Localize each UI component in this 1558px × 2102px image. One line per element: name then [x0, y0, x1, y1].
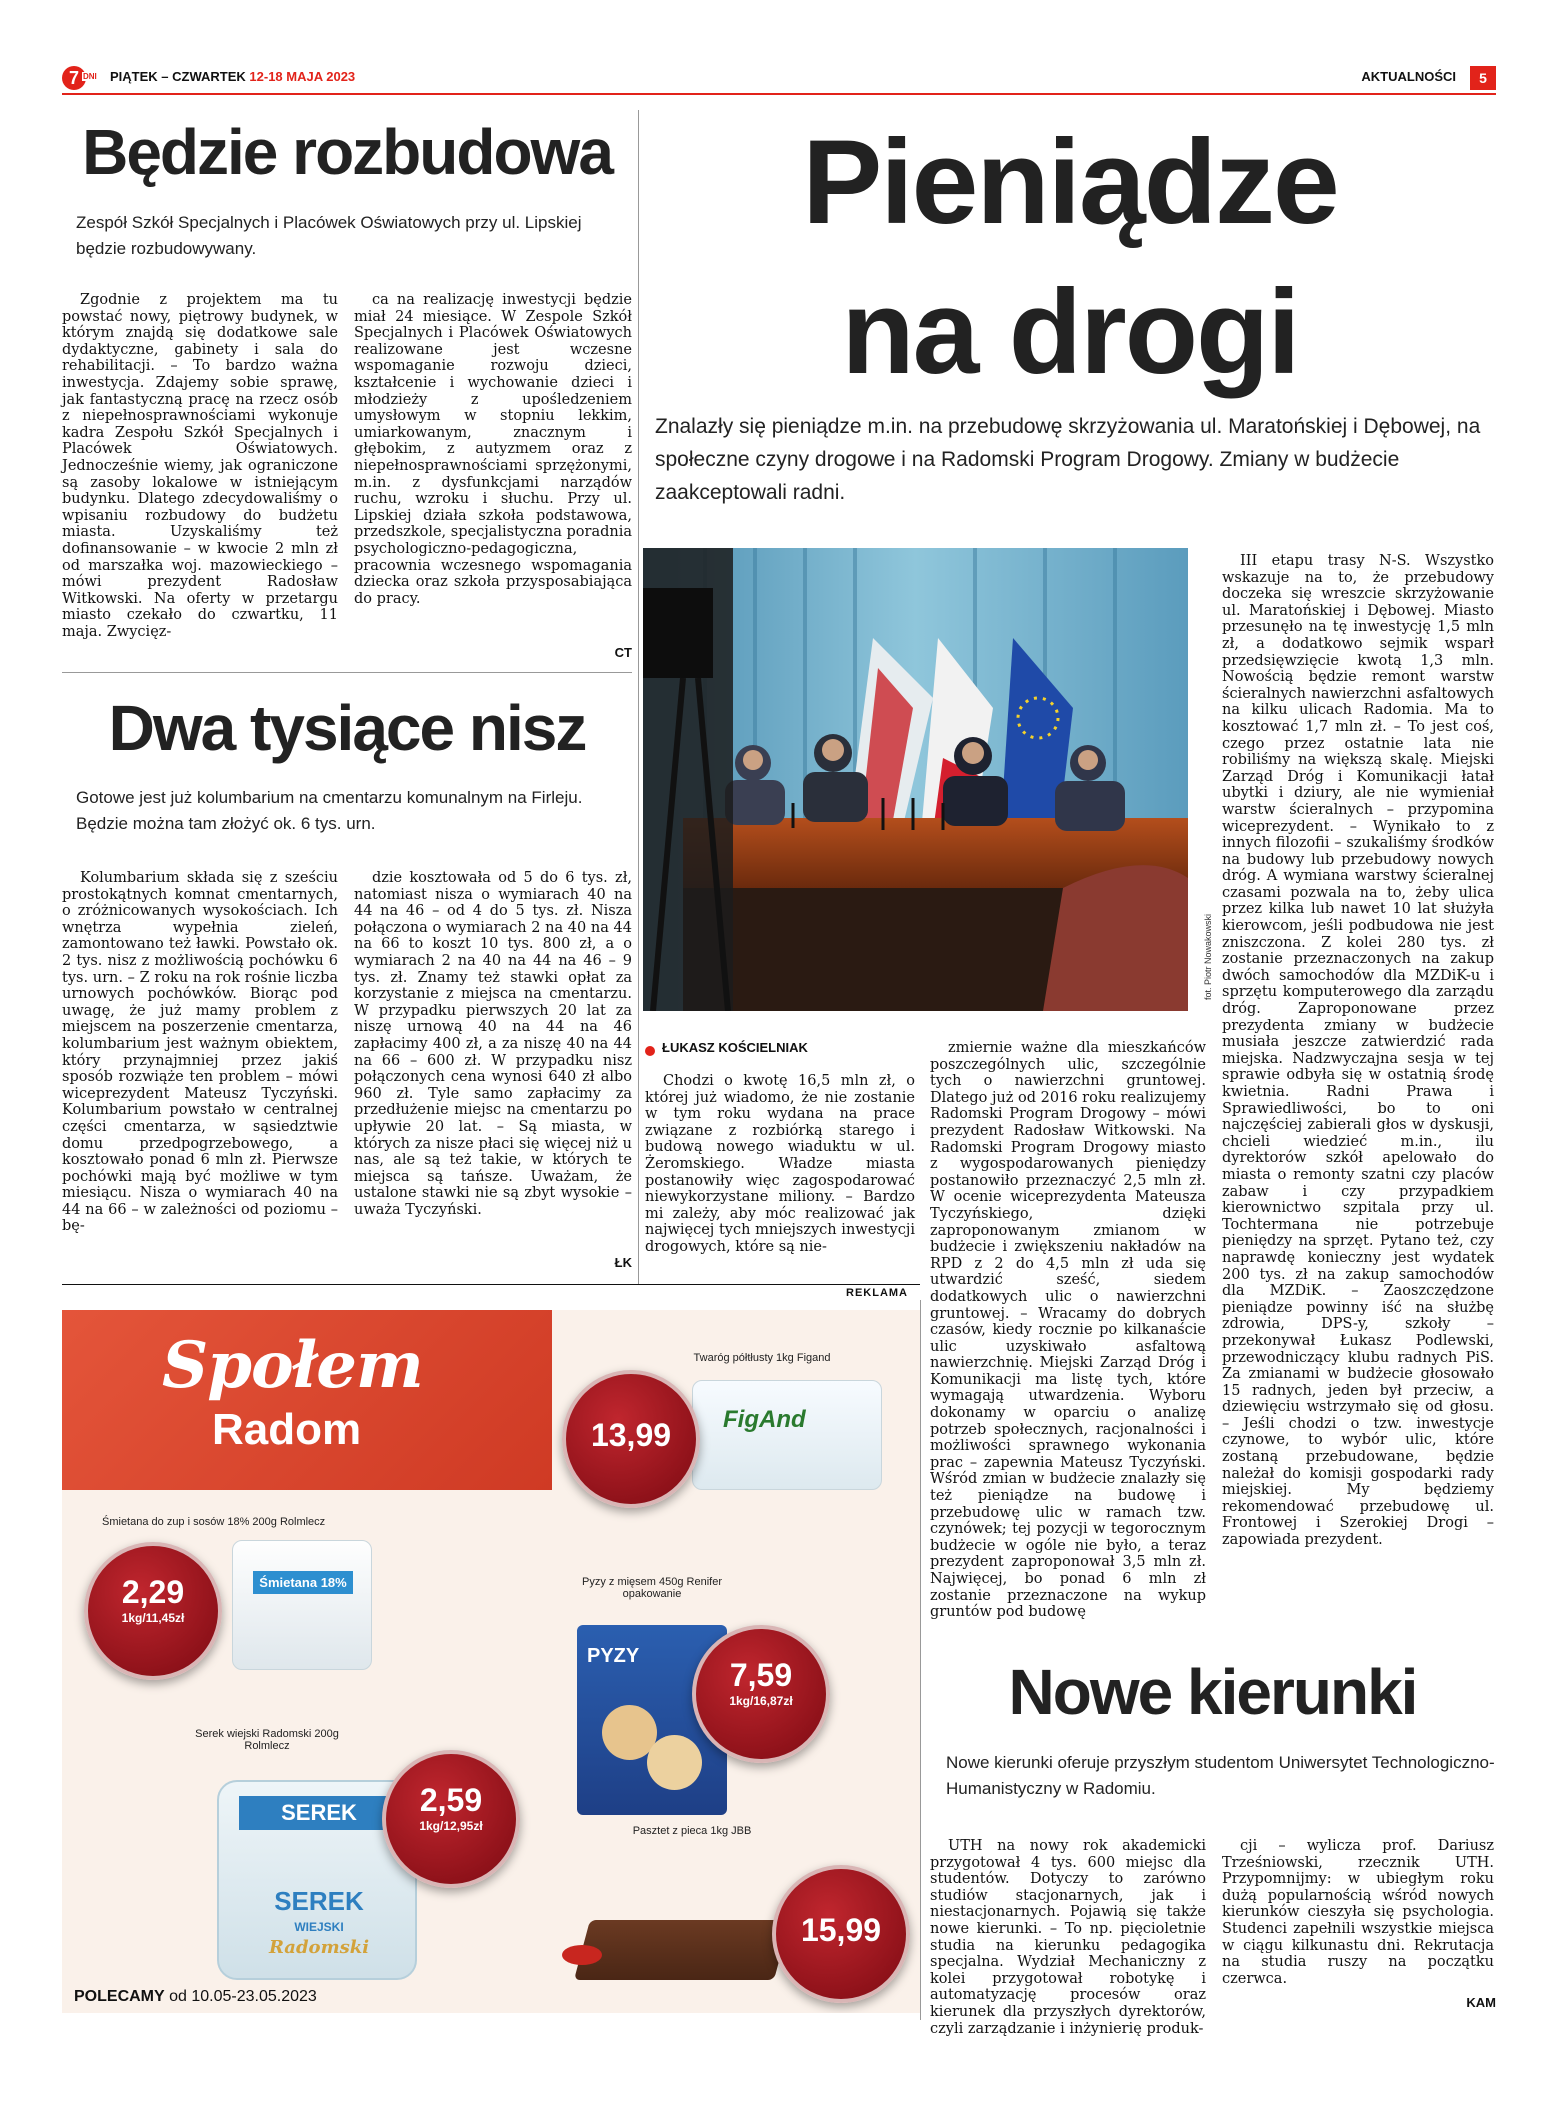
- price-badge: [772, 1865, 910, 2003]
- article-4-text-2: cji – wylicza prof. Dariusz Trześniowski, rzecznik UTH. Przypomnijmy: w ubiegłym roku dużą popularnością wśród nowych kierunków cieszyła się psychologia. Studenci zapełnili wszystkie miejsca w ciągu kilkunastu dni. Rekrutacja na studia ruszy na początku czerwca.: [1222, 1838, 1494, 1987]
- section-name: AKTUALNOŚCI: [1361, 69, 1456, 84]
- ad-validity: [74, 1988, 317, 2006]
- article-2-col-2: [354, 870, 632, 1218]
- column-divider: [638, 110, 639, 1285]
- article-3-text-3: III etapu trasy N-S. Wszystko wskazuje na to, że przebudowy doczeka się wreszcie skrzyżowanie ul. Maratońskiej i Dębowej. Miasto przesunęło na tę inwestycję 1,5 mln zł, a dodatkowo sejmik wsparł przedsięwzięcie kwotą 1,3 mln. Nowością będzie remont warstw ścieralnych nawierzchni asfaltowych na kilku ulicach Radomia. Ma to kosztować 1,7 mln zł. – To jest coś, czego przez ostatnie lata nie robiliśmy na większą skalę. Miejski Zarząd Dróg i Komunikacji łatał ubytki i dziury, ale nie wymieniał warstw ścieralnych – przypomina wiceprezydent. – Wynikało to z innych filozofii – szukaliśmy środków na budowy lub przebudowy nowych dróg. A wymiana warstwy ścieralnej czasami pozwala na to, żeby ulica przez kilka lub nawet 10 lat służyła kierowcom, jeśli podbudowa nie jest zniszczona. Z kolei 280 tys. zł zostanie przeznaczonych na zakup dwóch samochodów dla MZDiK-u i sprzętu komputerowego dla zarządu dróg. Zaproponowane przez prezydenta zmiany w budżecie musiała jeszcze zatwierdzić rada miejska. Nadzwyczajna sesja w tej sprawie odbyła się w ostatnią środę kwietnia. Radni Prawa i Sprawiedliwości, bo to oni najczęściej zabierali głos w dyskusji, chcieli wiedzieć m.in., ilu dyrektorów szkół apelowało do miasta o remonty szatni czy placów zabaw i czy przypadkiem kierownictwo szpitala przy ul. Tochtermana nie potrzebuje pieniędzy na sprzęt. Pytano też, czy naprawdę konieczny jest wydatek 200 tys. zł na zakup samochodów dla MZDiK. – Zaoszczędzone pieniądze powinny iść na służbę zdrowia, DPS-y, szkoły – przekonywał Łukasz Podlewski, przewodniczący klubu radnych PiS. Za zmianami w budżecie głosowało 15 radnych, jeden był przeciw, a dziewięciu wstrzymało się od głosu. – Jeśli chodzi o tzw. inwestycje czynowe, to wybór ulic, które zostaną przebudowane, będzie należał do komisji gospodarki rady miejskiej. My będziemy rekomendować przebudowę ul. Frontowej i Szerokiej Drogi – zapowiada prezydent.: [1222, 553, 1494, 1549]
- price-per-kg: 1kg/12,95zł: [419, 1819, 483, 1833]
- article-3-col-2: [930, 1040, 1206, 1621]
- article-1-text-1: Zgodnie z projektem ma tu powstać nowy, piętrowy budynek, w którym znajdą się dodatkowe sale dydaktyczne, gabinety i sala do rehabilitacji. – To bardzo ważna inwestycja. Zdajemy sobie sprawę, jak fantastyczną pracę na rzecz osób z niepełnosprawnościami wykonuje kadra Zespołu Szkół Specjalnych i Placówek Oświatowych. Jednocześnie wiemy, jak ograniczone są zasoby lokalowe w istniejącym budynku. Dlatego zdecydowaliśmy o wpisaniu rozbudowy do budżetu miasta. Uzyskaliśmy też dofinansowanie – w kwocie 2 mln zł od marszałka woj. mazowieckiego – mówi prezydent Radosław Witkowski. Na oferty w przetargu miasto czekało do czwartku, 11 maja. Zwycięz-: [62, 292, 338, 640]
- price-badge: [562, 1370, 700, 1508]
- press-conference-photo: [643, 548, 1188, 1011]
- author-bullet-icon: [645, 1046, 655, 1056]
- product-label: Pyzy z mięsem 450g Renifer opakowanie: [582, 1576, 722, 1600]
- twarog-package: [692, 1380, 882, 1490]
- price-per-kg: 1kg/16,87zł: [729, 1694, 793, 1708]
- article-2-text-2: dzie kosztowała od 5 do 6 tys. zł, natomiast nisza o wymiarach 40 na 44 na 46 – od 4 do 5 tys. zł. Nisza połączona o wymiarach 2 na 40 na 44 na 66 to koszt 10 tys. 800 zł, a o wymiarach 2 na 40 na 44 na 46 – 9 tys. zł. Znamy też stawki opłat za korzystanie z miejsca na cmentarzu. W przypadku pierwszych 20 lat za niszę urnową 40 na 44 na 46 zapłacimy 400 zł, a za niszę 40 na 44 na 66 – 600 zł. W przypadku nisz połączonych cena wynosi 640 zł albo 960 zł. Tyle samo zapłacimy za przedłużenie miejsc na cmentarzu po upływie 20 lat. – Są miasta, w których za nisze płaci się więcej niż u nas, ale są też takie, w których te miejsca są tańsze. Uważam, że ustalone stawki nie są zbyt wysokie – uważa Tyczyński.: [354, 870, 632, 1218]
- tomato-garnish: [562, 1945, 602, 1965]
- serek-label-text-2: SEREK: [274, 1886, 364, 1916]
- price-value: 13,99: [590, 1417, 672, 1453]
- article-3-lead: Znalazły się pieniądze m.in. na przebudowę skrzyżowania ul. Maratońskiej i Dębowej, na społeczne czyny drogowe i na Radomski Program Drogowy. Zmiany w budżecie zaakceptowali radni.: [655, 415, 1481, 504]
- article-2-title: Dwa tysiące nisz: [108, 692, 586, 764]
- article-4-title: Nowe kierunki: [1008, 1656, 1417, 1728]
- article-3-title-line-1: Pieniądze: [802, 115, 1338, 249]
- article-1-col-1: [62, 292, 338, 640]
- product-label: Twaróg półtłusty 1kg Figand: [693, 1352, 831, 1364]
- ad-label: REKLAMA: [846, 1287, 908, 1299]
- spolem-advertisement: [62, 1310, 920, 2013]
- article-2-lead: Gotowe jest już kolumbarium na cmentarzu komunalnym na Firleju. Będzie można tam złożyć ok. 6 tys. urn.: [76, 788, 583, 833]
- article-3-text-1: Chodzi o kwotę 16,5 mln zł, o której już wiadomo, że nie zostanie w tym roku wydana na prace związane z rozbiórką starego i budową nowego wiaduktu w ul. Żeromskiego. Władze miasta postanowiły więc zagospodarować niewykorzystane miliony. – Bardzo mi zależy, aby móc realizować jak najwięcej tych mniejszych inwestycji drogowych, które są nie-: [645, 1073, 915, 1255]
- press-conference-illustration: [643, 548, 1188, 1011]
- smietana-label-text: Śmietana 18%: [253, 1571, 353, 1594]
- article-4-col-1: [930, 1838, 1206, 2037]
- product-label: Serek wiejski Radomski 200g Rolmlecz: [195, 1728, 339, 1752]
- logo-7dni: 7: [62, 66, 86, 90]
- column-divider: [920, 1300, 921, 2020]
- product-label: Śmietana do zup i sosów 18% 200g Rolmlecz: [102, 1516, 326, 1528]
- price-value: 7,59: [729, 1657, 793, 1693]
- pyzy-package-text: PYZY: [587, 1645, 640, 1667]
- ad-brand-logo: Społem: [162, 1328, 423, 1403]
- article-4-lead: Nowe kierunki oferuje przyszłym studentom Uniwersytet Technologiczno-Humanistyczny w Radomiu.: [946, 1753, 1495, 1798]
- serek-label-text: SEREK: [239, 1796, 399, 1830]
- price-value: 2,59: [419, 1782, 483, 1818]
- article-4-col-2: [1222, 1838, 1494, 1987]
- twarog-brand-text: FigAnd: [723, 1406, 806, 1433]
- issue-date: [110, 69, 355, 84]
- ad-validity-text: od 10.05-23.05.2023: [164, 1988, 317, 2005]
- article-2-col-1: [62, 870, 338, 1235]
- article-1-col-2: [354, 292, 632, 607]
- header-rule: [62, 93, 1496, 95]
- article-1-text-2: ca na realizację inwestycji będzie miał 24 miesiące. W Zespole Szkół Specjalnych i Placówek Oświatowych realizowane jest wczesne wspomaganie rozwoju dzieci, kształcenie i wychowanie dzieci i młodzieży z upośledzeniem umysłowym w stopniu lekkim, umiarkowanym, znacznym i głębokim, z autyzmem oraz z niepełnosprawnościami sprzężonymi, m.in. z dysfunkcjami narządów ruchu, wzroku i słuchu. Przy ul. Lipskiej działa szkoła podstawowa, przedszkole, specjalistyczna poradnia psychologiczno-pedagogiczna, pracownia wczesnego wspomagania dziecka oraz szkoła przysposabiająca do pracy.: [354, 292, 632, 607]
- ad-top-rule: [62, 1284, 920, 1285]
- article-3-text-2: zmiernie ważne dla mieszkańców poszczególnych ulic, szczególnie tych o nawierzchni gruntowej. Dlatego już od 2016 roku realizujemy Radomski Program Drogowy – mówi prezydent Radosław Witkowski. Na Radomski Program Drogowy miasto z wygospodarowanych pieniędzy postanowiło przeznaczyć 2,5 mln zł. W ocenie wiceprezydenta Mateusza Tyczyńskiego, dzięki zaproponowanym zmianom w budżecie i zwiększeniu nakładów na RPD z 2 do 4,5 mln zł uda się utwardzić sześć, siedem dodatkowych ulic o nawierzchni gruntowej. – Wracamy do dobrych czasów, kiedy rocznie po kilkanaście ulic uzyskiwało asfaltową nawierzchnię. Miejski Zarząd Dróg i Komunikacji ma listę tych, które wymagają utwardzenia. Wyboru dokonamy w oparciu o analizę potrzeb społecznych, racjonalności i możliwości sprawnego wykonania prac – zapewnia Mateusz Tyczyński. Wśród zmian w budżecie znalazły się też pieniądze na budowę i przebudowę ulic w ramach tzw. czynówek; tej pozycji w tegorocznym budżecie w ogóle nie było, a teraz prezydent zaproponował 3,5 mln zł. Najwięcej, bo ponad 6 mln zł zostanie przeznaczone na wykup gruntów pod budowę: [930, 1040, 1206, 1621]
- article-3-col-1: [645, 1073, 915, 1256]
- logo-dni-label: DNI: [83, 72, 97, 81]
- article-separator: [62, 672, 632, 673]
- price-badge: [382, 1750, 520, 1888]
- article-4-text-1: UTH na nowy rok akademicki przygotował 4 tys. 600 miejsc dla studentów. Dotyczy to zarówno studiów stacjonarnych, jak i niestacjonarnych. Pojawią się także nowe kierunki. – To np. pięcioletnie studia na kierunku pedagogika specjalna. Wydział Mechaniczny z kolei przygotował robotykę i automatyzację procesów oraz kierunek dla przyszłych dyrektorów, czyli zarządzanie i inżynierię produk-: [930, 1838, 1206, 2037]
- price-value: 15,99: [800, 1912, 882, 1948]
- article-1-title: Będzie rozbudowa: [82, 116, 612, 188]
- ad-validity-bold: POLECAMY: [74, 1988, 165, 2005]
- price-badge: [692, 1625, 830, 1763]
- issue-date-range: 12-18 MAJA 2023: [249, 69, 356, 84]
- ad-brand-city: Radom: [212, 1405, 362, 1454]
- article-4-signature: KAM: [1466, 1995, 1496, 2010]
- price-badge: [84, 1542, 222, 1680]
- page-header: [62, 66, 1496, 92]
- product-label: Pasztet z pieca 1kg JBB: [632, 1825, 752, 1837]
- serek-label-text-4: Radomski: [268, 1937, 370, 1958]
- article-1-signature: CT: [614, 645, 632, 660]
- serek-label-text-3: WIEJSKI: [294, 1920, 344, 1934]
- page-number: 5: [1470, 66, 1496, 90]
- article-3-col-3: [1222, 553, 1494, 1549]
- photo-credit: fot. Piotr Nowakowski: [1203, 913, 1213, 1000]
- article-2-signature: ŁK: [614, 1255, 632, 1270]
- issue-date-prefix: PIĄTEK – CZWARTEK: [110, 69, 250, 84]
- price-value: 2,29: [121, 1574, 185, 1610]
- article-3-author: ŁUKASZ KOŚCIELNIAK: [662, 1040, 808, 1055]
- pyzy-dumpling-image: [647, 1735, 702, 1790]
- smietana-cup: [232, 1540, 372, 1670]
- price-per-kg: 1kg/11,45zł: [121, 1611, 185, 1625]
- pasztet-loaf: [574, 1920, 790, 1980]
- article-1-lead: Zespół Szkół Specjalnych i Placówek Oświatowych przy ul. Lipskiej będzie rozbudowywany.: [76, 213, 582, 258]
- article-2-text-1: Kolumbarium składa się z sześciu prostokątnych komnat cmentarnych, o zróżnicowanych wysokościach. Ich wnętrza wypełnia zieleń, zamontowano też ławki. Powstało ok. 2 tys. nisz z możliwością pochówku 6 tys. urn. – Z roku na rok rośnie liczba urnowych pochówków. Biorąc pod uwagę, że już mamy problem z miejscem na poszerzenie cmentarza, kolumbarium jest ważnym obiektem, który przynajmniej przez jakiś sposób rozwiąże ten problem – mówi wiceprezydent Mateusz Tyczyński. Kolumbarium powstało w centralnej części cmentarza, w sąsiedztwie domu przedpogrzebowego, a kosztowało ponad 6 mln zł. Pierwsze pochówki mają być możliwe w tym miesiącu. Nisza o wymiarach 40 na 44 na 66 – w zależności od poziomu – bę-: [62, 870, 338, 1235]
- article-3-title-line-2: na drogi: [841, 265, 1299, 399]
